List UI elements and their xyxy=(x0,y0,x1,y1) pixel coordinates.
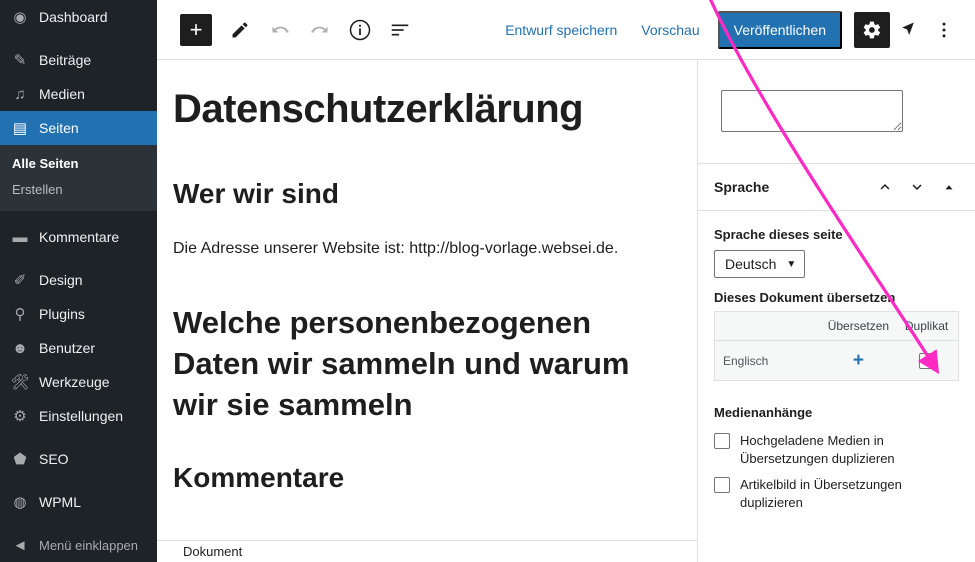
sidebar-item-label: Design xyxy=(39,272,83,288)
seo-shield-icon: ⬟ xyxy=(13,450,27,468)
editor-canvas[interactable] xyxy=(157,60,697,562)
sidebar-separator xyxy=(0,211,157,220)
language-panel-body xyxy=(698,211,975,381)
admin-sidebar xyxy=(0,0,157,562)
undo-icon xyxy=(270,20,290,40)
language-field-label: Sprache dieses seite xyxy=(714,227,843,242)
sidebar-item-label: Dashboard xyxy=(39,9,108,25)
row-translate-cell[interactable] xyxy=(822,341,895,381)
media-option-label: Artikelbild in Übersetzungen duplizieren xyxy=(740,477,902,510)
collapse-menu-button[interactable] xyxy=(0,528,157,562)
toolbar-right-group xyxy=(493,11,975,49)
excerpt-textarea[interactable] xyxy=(721,90,903,132)
chevron-down-icon[interactable] xyxy=(901,171,933,203)
sidebar-item-label: Kommentare xyxy=(39,229,120,245)
chevron-up-icon[interactable] xyxy=(869,171,901,203)
block-heading-wer-wir-sind[interactable]: Wer wir sind xyxy=(173,178,339,209)
media-attachments-section xyxy=(698,381,975,512)
panel-title-sprache: Sprache xyxy=(714,179,770,195)
block-inserter-cursor-button[interactable] xyxy=(890,12,926,48)
sidebar-item-label: Medien xyxy=(39,86,85,102)
sidebar-item-benutzer[interactable] xyxy=(0,331,157,365)
table-header-row xyxy=(715,312,959,341)
save-draft-button[interactable]: Entwurf speichern xyxy=(505,21,618,38)
cursor-arrow-icon xyxy=(898,20,918,40)
edit-tool-button[interactable] xyxy=(222,12,258,48)
duplicate-checkbox[interactable] xyxy=(919,353,935,369)
users-icon: ☻ xyxy=(12,339,28,357)
language-select-value: Deutsch xyxy=(725,256,777,272)
gear-icon xyxy=(862,20,882,40)
editor-toolbar xyxy=(157,0,975,60)
sidebar-item-seiten[interactable] xyxy=(0,111,157,145)
list-view-button[interactable] xyxy=(382,12,418,48)
sidebar-separator xyxy=(0,254,157,263)
sidebar-item-medien[interactable] xyxy=(0,77,157,111)
sidebar-item-label: Werkzeuge xyxy=(39,374,110,390)
sidebar-item-kommentare[interactable] xyxy=(0,220,157,254)
duplicate-uploaded-media-checkbox[interactable] xyxy=(714,433,730,449)
wpml-globe-icon: ◍ xyxy=(13,493,27,511)
sidebar-item-label: WPML xyxy=(39,494,81,510)
sidebar-item-label: Benutzer xyxy=(39,340,96,356)
toolbar-left-group xyxy=(157,12,418,48)
edit-pencil-icon xyxy=(230,20,250,40)
add-block-button[interactable] xyxy=(180,14,212,46)
sidebar-item-plugins[interactable] xyxy=(0,297,157,331)
sidebar-item-label: Einstellungen xyxy=(39,408,124,424)
appearance-icon: ✐ xyxy=(13,271,27,289)
row-language-englisch: Englisch xyxy=(715,341,822,381)
publish-button[interactable]: Veröffentlichen xyxy=(718,11,842,49)
list-view-icon xyxy=(389,19,411,41)
preview-button[interactable]: Vorschau xyxy=(641,21,700,38)
media-option-label: Hochgeladene Medien in Übersetzungen duplizieren xyxy=(740,433,895,466)
dashboard-icon: ◉ xyxy=(13,8,27,26)
sidebar-separator xyxy=(0,433,157,442)
plugins-icon: ⚲ xyxy=(14,305,26,323)
sidebar-submenu-seiten xyxy=(0,145,157,211)
settings-sidebar-toggle[interactable] xyxy=(854,12,890,48)
breadcrumb[interactable]: Dokument xyxy=(183,544,243,559)
sidebar-item-beitraege[interactable] xyxy=(0,43,157,77)
sidebar-separator xyxy=(0,34,157,43)
sidebar-item-wpml[interactable] xyxy=(0,485,157,519)
collapse-arrow-icon: ◄ xyxy=(12,536,28,554)
page-title[interactable]: Datenschutzerklärung xyxy=(173,87,584,131)
media-attachments-title: Medienanhänge xyxy=(714,405,813,420)
settings-sidebar xyxy=(697,60,975,562)
translate-document-label: Dieses Dokument übersetzen xyxy=(714,290,896,305)
comments-icon: ▬ xyxy=(12,228,28,246)
more-options-button[interactable] xyxy=(926,12,962,48)
sidebar-item-erstellen[interactable]: Erstellen xyxy=(12,182,63,197)
info-icon xyxy=(348,18,372,42)
media-option-uploaded[interactable] xyxy=(714,432,959,468)
language-select[interactable] xyxy=(714,250,805,278)
sidebar-item-design[interactable] xyxy=(0,263,157,297)
plus-icon[interactable]: + xyxy=(852,350,864,371)
table-header-blank xyxy=(715,312,822,341)
sidebar-item-seo[interactable] xyxy=(0,442,157,476)
plus-icon: + xyxy=(189,16,203,42)
settings-icon: ⚙ xyxy=(13,407,27,425)
pin-icon: ✎ xyxy=(13,51,27,69)
sidebar-item-werkzeuge[interactable] xyxy=(0,365,157,399)
media-icon: ♫ xyxy=(14,85,26,103)
tools-icon: 🛠 xyxy=(10,373,30,391)
editor-breadcrumb-bar xyxy=(157,540,697,562)
undo-button[interactable] xyxy=(262,12,298,48)
table-header-duplikat: Duplikat xyxy=(895,312,958,341)
document-info-button[interactable] xyxy=(342,12,378,48)
sidebar-item-label: Seiten xyxy=(39,120,79,136)
row-duplicate-cell[interactable] xyxy=(895,341,958,381)
sidebar-item-dashboard[interactable] xyxy=(0,0,157,34)
table-row xyxy=(715,341,959,381)
block-heading-kommentare[interactable]: Kommentare xyxy=(173,461,345,493)
sidebar-item-label: SEO xyxy=(39,451,69,467)
redo-button[interactable] xyxy=(302,12,338,48)
panel-collapse-toggle-icon[interactable] xyxy=(933,171,965,203)
sidebar-item-label: Plugins xyxy=(39,306,85,322)
pages-icon: ▤ xyxy=(12,119,28,137)
language-panel-header[interactable] xyxy=(698,163,975,211)
sidebar-item-label: Beiträge xyxy=(39,52,92,68)
table-header-uebersetzen: Übersetzen xyxy=(822,312,895,341)
chevron-down-icon: ▼ xyxy=(786,258,797,270)
block-paragraph-website-address[interactable]: Die Adresse unserer Website ist: http://blog-vorlage.websei.de. xyxy=(173,240,619,257)
three-dots-icon xyxy=(934,20,954,40)
redo-icon xyxy=(310,20,330,40)
collapse-menu-label: Menü einklappen xyxy=(39,537,139,553)
block-heading-personenbezogene-daten[interactable]: Welche personenbezogenen Daten wir sammeln und warum wir sie sammeln xyxy=(173,305,630,422)
sidebar-separator xyxy=(0,476,157,485)
translations-table xyxy=(714,311,959,381)
duplicate-featured-image-checkbox[interactable] xyxy=(714,477,730,493)
sidebar-item-alle-seiten[interactable]: Alle Seiten xyxy=(12,156,79,171)
sidebar-item-einstellungen[interactable] xyxy=(0,399,157,433)
media-option-featured[interactable] xyxy=(714,476,959,512)
